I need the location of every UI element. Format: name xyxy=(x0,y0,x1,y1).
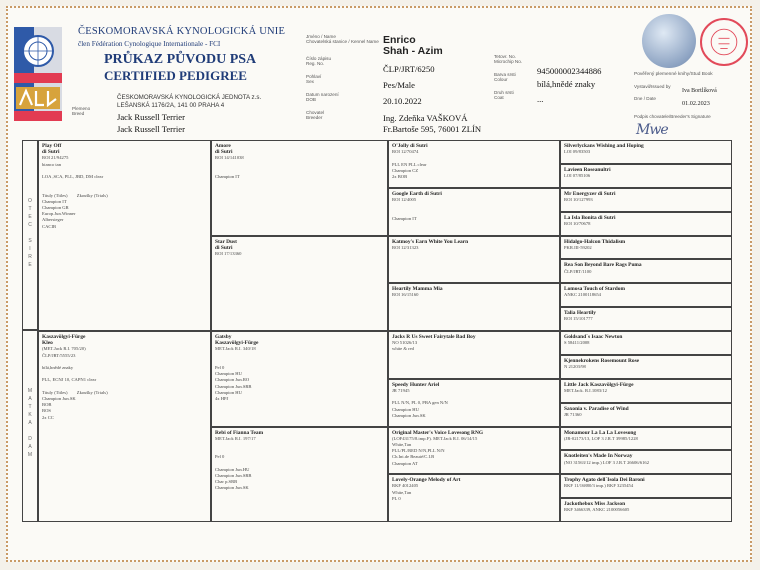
pedigree-cell-gen1 xyxy=(38,140,211,331)
ancestor-name: Star Dust xyxy=(215,238,237,245)
ancestor-name: Hidalgo-Halcon Thidalism xyxy=(564,238,626,245)
ancestor-detail: Champion GR xyxy=(42,205,69,211)
ancestor-name: Speedy Hunter Ariel xyxy=(392,381,440,388)
ancestor-detail: ČLP/JRT/5555/23 xyxy=(42,352,76,358)
pedigree-cell-gen3 xyxy=(388,379,560,427)
name-label: Jméno / Name Chovatelská stanice / Kennel Name xyxy=(306,34,379,44)
pedigree-cell-gen4 xyxy=(560,307,732,331)
ancestor-kennel: di Sutri xyxy=(215,149,233,156)
ancestor-reg: ANKC 2100118654 xyxy=(564,292,601,298)
sex-value: Pes/Male xyxy=(383,80,415,90)
ancestor-reg: ROI 12/70474 xyxy=(392,149,419,155)
ancestor-name: Kjennekrokens Rosemount Rose xyxy=(564,357,640,364)
ancestor-detail: Champion IT xyxy=(392,215,417,221)
ancestor-detail: Europ.Jun.Winner xyxy=(42,211,76,217)
ancestor-detail: White,Tan xyxy=(392,441,412,447)
ancestor-detail: Champion Jun.RO xyxy=(215,377,250,383)
stud-book-label: Pověřený plemenné knihy/Stud Book xyxy=(634,72,713,77)
ancestor-detail: PLL, ECNJ 10, CAPN1 clear xyxy=(42,377,97,383)
reg-label: Číslo zápisu Reg. No. xyxy=(306,56,332,66)
date-label: Dne / Date xyxy=(634,96,656,101)
ancestor-name: Play Off xyxy=(42,143,62,149)
pedigree-cell-gen4 xyxy=(560,164,732,188)
union-address: LEŠANSKÁ 1176/2A, 141 00 PRAHA 4 xyxy=(117,102,225,109)
ancestor-reg: ČLP/JRT/1100 xyxy=(564,268,592,274)
ancestor-reg: MET.Jack. R.I.1083/12 xyxy=(564,387,607,393)
dam-side-label: M A T K A D A M xyxy=(22,330,38,522)
ancestor-detail: Champion Jun.HU xyxy=(215,466,250,472)
issued-by-label: Vystavil/Issued by xyxy=(634,84,671,89)
ancestor-reg: NO 51026/13 xyxy=(392,340,418,346)
breeder-address: Fr.Bartoše 595, 76001 ZLÍN xyxy=(383,124,482,134)
breeder-label: Chovatel Breeder xyxy=(306,110,325,120)
ancestor-detail: Ch.Int.de Beauté/C.I.B xyxy=(392,454,435,460)
ancestor-name: Mr Energyzer di Sutri xyxy=(564,190,616,197)
union-name: ČESKOMORAVSKÁ KYNOLOGICKÁ JEDNOTA z.s. xyxy=(117,94,262,101)
ancestor-kennel: di Sutri xyxy=(215,244,233,251)
ancestor-detail: Char p.SRB xyxy=(215,479,238,485)
ancestor-reg: MET.Jack R.I. 197/17 xyxy=(215,435,256,441)
cmku-fci-logo xyxy=(14,27,62,121)
pedigree-cell-gen4 xyxy=(560,427,732,451)
title-cz: PRŮKAZ PŮVODU PSA xyxy=(104,52,257,67)
ancestor-detail: Champion IT xyxy=(215,174,240,180)
ancestor-kennel: Kaszavölgyi-Fürge xyxy=(215,340,259,347)
pedigree-cell-gen3 xyxy=(388,474,560,522)
breed-label: Plemeno Breed xyxy=(72,106,91,116)
ancestor-detail: Champion HU xyxy=(392,406,419,412)
ancestor-name: Gatsby xyxy=(215,334,232,340)
ancestor-name: Rea Son Beyond Bare Rags Puma xyxy=(564,262,642,269)
pedigree-cell-gen2 xyxy=(211,236,388,332)
ancestor-detail: Albersieger xyxy=(42,217,64,223)
ancestor-name: Amore xyxy=(215,143,231,149)
breed-value-1: Jack Russell Terrier xyxy=(117,112,185,122)
ancestor-name: Heartily Mamma Mia xyxy=(392,286,443,293)
pedigree-cell-gen1 xyxy=(38,331,211,522)
ancestor-reg: LOI 07/85106 xyxy=(564,173,591,179)
ancestor-name: Talia Heartily xyxy=(564,310,596,317)
ancestor-reg: JR 71945 xyxy=(392,387,410,393)
pedigree-cell-gen4 xyxy=(560,474,732,498)
stud-book-stamp xyxy=(700,18,748,66)
sire-side-label: O T E C S I R E xyxy=(22,140,38,330)
ancestor-detail: LOA ,SCA, PLL, JBD, DM clear xyxy=(42,174,104,180)
sex-label: Pohlaví Sex xyxy=(306,74,322,84)
hologram-seal xyxy=(642,14,696,68)
kennel-name: Shah - Azim xyxy=(383,45,443,57)
ancestor-reg: ROI 16/15160 xyxy=(392,292,419,298)
pedigree-cell-gen3 xyxy=(388,427,560,475)
ancestor-reg: ROI 10/127993 xyxy=(564,196,593,202)
ancestor-detail: Tituly (Titles) Zkoušky (Trials) xyxy=(42,389,108,395)
ancestor-reg: ROI 21/94275 xyxy=(42,155,69,161)
ancestor-detail: 2x BOB xyxy=(392,174,408,180)
ancestor-detail: white & red xyxy=(392,346,414,352)
ancestor-name: Knotleiten's Made In Norway xyxy=(564,453,633,460)
ancestor-name: Original Master's Voice Lovesong RNG xyxy=(392,429,484,436)
chip-number: 945000002344886 xyxy=(537,66,602,76)
pedigree-cell-gen4 xyxy=(560,259,732,283)
signature-label: Podpis chovatele/Breeder's Signature xyxy=(634,114,711,119)
ancestor-name: Lavieen Roseanultri xyxy=(564,166,611,173)
ancestor-detail: Champion HU xyxy=(215,371,242,377)
ancestor-name: Katmoy's Earn White You Learn xyxy=(392,238,469,245)
issue-date: 01.02.2023 xyxy=(682,100,710,107)
pedigree-cell-gen3 xyxy=(388,331,560,379)
ancestor-detail: Tituly (Titles) Zkoušky (Trials) xyxy=(42,192,108,198)
ancestor-detail: 4x HPJ xyxy=(215,396,229,402)
ancestor-detail: 2x CC xyxy=(42,414,54,420)
issuer-name: Iva Bortlíková xyxy=(682,88,717,94)
ancestor-detail: Champion AT xyxy=(392,460,418,466)
coat-label: Druh srsti Coat xyxy=(494,90,514,100)
ancestor-name: Rebi of Fianna Team xyxy=(215,429,264,436)
breeder-name: Ing. Zdeňka VAŠKOVÁ xyxy=(383,113,468,123)
ancestor-kennel: di Sutri xyxy=(42,149,60,156)
ancestor-detail: PLL/PL/RED N/N,PLL N/N xyxy=(392,448,445,454)
ancestor-reg: ROI 12/4005 xyxy=(392,196,417,202)
ancestor-name: Jackothebox Miss Jackson xyxy=(564,501,626,508)
ancestor-reg: MET.Jack R.I. 340/18 xyxy=(215,346,256,352)
ancestor-detail: Champion Jun.SRB xyxy=(215,383,252,389)
org-fci-membership: člen Fédération Cynologique Internationale - FCI xyxy=(78,40,221,48)
pedigree-cell-gen4 xyxy=(560,379,732,403)
ancestor-detail: Pel 0 xyxy=(215,454,225,460)
pedigree-cell-gen2 xyxy=(211,331,388,427)
ancestor-detail: Champion HU xyxy=(215,389,242,395)
ancestor-reg: S 58411/2008 xyxy=(564,340,590,346)
ancestor-detail: Pel 0 xyxy=(215,365,225,371)
ancestor-name: Kaszavölgyi-Fürge xyxy=(42,334,86,340)
ancestor-name: Google Earth di Sutri xyxy=(392,190,442,197)
reg-number: ČLP/JRT/6250 xyxy=(383,64,435,74)
pedigree-cell-gen4 xyxy=(560,498,732,522)
ancestor-name: Goldsand´s Isaac Newton xyxy=(564,334,623,340)
pedigree-cell-gen4 xyxy=(560,188,732,212)
pedigree-cell-gen2 xyxy=(211,140,388,236)
ancestor-detail: CACIB xyxy=(42,223,57,229)
ancestor-detail: Champion Jun.SK xyxy=(392,412,426,418)
pedigree-cell-gen4 xyxy=(560,450,732,474)
ancestor-reg: (NO 31563/12 imp.) LOF 3 J.R.T 26606/6162 xyxy=(564,459,650,465)
ancestor-detail: BOB xyxy=(42,402,52,408)
dog-name: Enrico xyxy=(383,34,416,46)
ancestor-detail: bianco tan xyxy=(42,161,62,167)
ancestor-reg: RKF 3466339, ANKC 2100056605 xyxy=(564,507,630,513)
ancestor-detail: White,Tan xyxy=(392,489,412,495)
ancestor-detail: PLL N/N, PL 0, PBA gen N/N xyxy=(392,400,448,406)
dob-label: Datum narození DOB xyxy=(306,92,339,102)
ancestor-detail: PL 0 xyxy=(392,495,401,501)
pedigree-cell-gen3 xyxy=(388,140,560,188)
pedigree-cell-gen4 xyxy=(560,236,732,260)
ancestor-name: Lomosa Touch of Stardom xyxy=(564,286,625,293)
pedigree-cell-gen3 xyxy=(388,283,560,331)
ancestor-reg: (JR-02173/13, LOF 3 J.R.T 39985/1228 xyxy=(564,435,638,441)
org-name-cz: ČESKOMORAVSKÁ KYNOLOGICKÁ UNIE xyxy=(78,26,286,37)
ancestor-name: O'Jolly di Sutri xyxy=(392,143,428,149)
ancestor-detail: bílá,hnědé znaky xyxy=(42,365,74,371)
ancestor-reg: PKR.III-59202 xyxy=(564,244,592,250)
pedigree-cell-gen3 xyxy=(388,188,560,236)
ancestor-name: Silverlyckans Wishing and Hoping xyxy=(564,143,644,149)
pedigree-cell-gen4 xyxy=(560,403,732,427)
pedigree-cell-gen4 xyxy=(560,283,732,307)
ancestor-reg: JR 71360 xyxy=(564,411,582,417)
ancestor-name: Little Jack Kaszavölgyi-Fürge xyxy=(564,381,634,388)
title-en: CERTIFIED PEDIGREE xyxy=(104,68,247,83)
ancestor-reg: RKF 11/16880/3 imp.) RKF 3235454 xyxy=(564,483,634,489)
ancestor-reg: RKF 4012405 xyxy=(392,483,419,489)
ancestor-detail: Champion IT xyxy=(42,198,67,204)
ancestor-reg: N 21203/98 xyxy=(564,364,586,370)
ancestor-name: Jacks R Us Sweet Fairytale Bad Boy xyxy=(392,334,476,340)
ancestor-detail: Champion Jun.SK xyxy=(215,485,249,491)
coat-value: ... xyxy=(537,94,544,104)
dob-value: 20.10.2022 xyxy=(383,96,422,106)
colour-label: Barva srsti Colour xyxy=(494,72,516,82)
ancestor-detail: PLL EN PLL clear xyxy=(392,161,427,167)
ancestor-name: Lovely-Orange Melody of Art xyxy=(392,477,461,484)
pedigree-cell-gen4 xyxy=(560,212,732,236)
ancestor-name: Saxonia v. Paradise of Wind xyxy=(564,405,629,412)
ancestor-name: La Isla Bonita di Sutri xyxy=(564,214,616,221)
ancestor-reg: ROI 12/31323 xyxy=(392,244,419,250)
ancestor-kennel: Kleo xyxy=(42,340,53,347)
ancestor-reg: ROI 17/13360 xyxy=(215,250,242,256)
ancestor-detail: Champion Jun.SK xyxy=(42,396,76,402)
pedigree-cell-gen4 xyxy=(560,140,732,164)
pedigree-cell-gen2 xyxy=(211,427,388,523)
pedigree-cell-gen4 xyxy=(560,331,732,355)
ancestor-reg: (MET.Jack R.I. 705/20) xyxy=(42,346,86,352)
ancestor-reg: (LOF43175/8.imp.F). MET.Jack R.I. 06/14/15 xyxy=(392,435,478,441)
breed-value-2: Jack Russell Terrier xyxy=(117,124,185,134)
ancestor-reg: ROI 15/101777 xyxy=(564,316,593,322)
chip-label: Tetovr. No. Microchip No. xyxy=(494,54,523,64)
ancestor-reg: LOI 09/83503 xyxy=(564,149,591,155)
ancestor-name: Monamour La La La Lovesong xyxy=(564,429,637,436)
ancestor-detail: BOS xyxy=(42,408,51,414)
ancestor-detail: Champion Jun.SRB xyxy=(215,472,252,478)
ancestor-detail: Champion CZ xyxy=(392,167,419,173)
breeder-signature: Mwe xyxy=(636,122,668,138)
ancestor-reg: ROI 10/70678 xyxy=(564,220,591,226)
ancestor-reg: ROI 14/141038 xyxy=(215,155,244,161)
pedigree-cell-gen4 xyxy=(560,355,732,379)
pedigree-cell-gen3 xyxy=(388,236,560,284)
colour-value: bílá,hnědé znaky xyxy=(537,79,596,89)
ancestor-name: Trophy Agato dell´Isola Dei Baroni xyxy=(564,477,645,484)
